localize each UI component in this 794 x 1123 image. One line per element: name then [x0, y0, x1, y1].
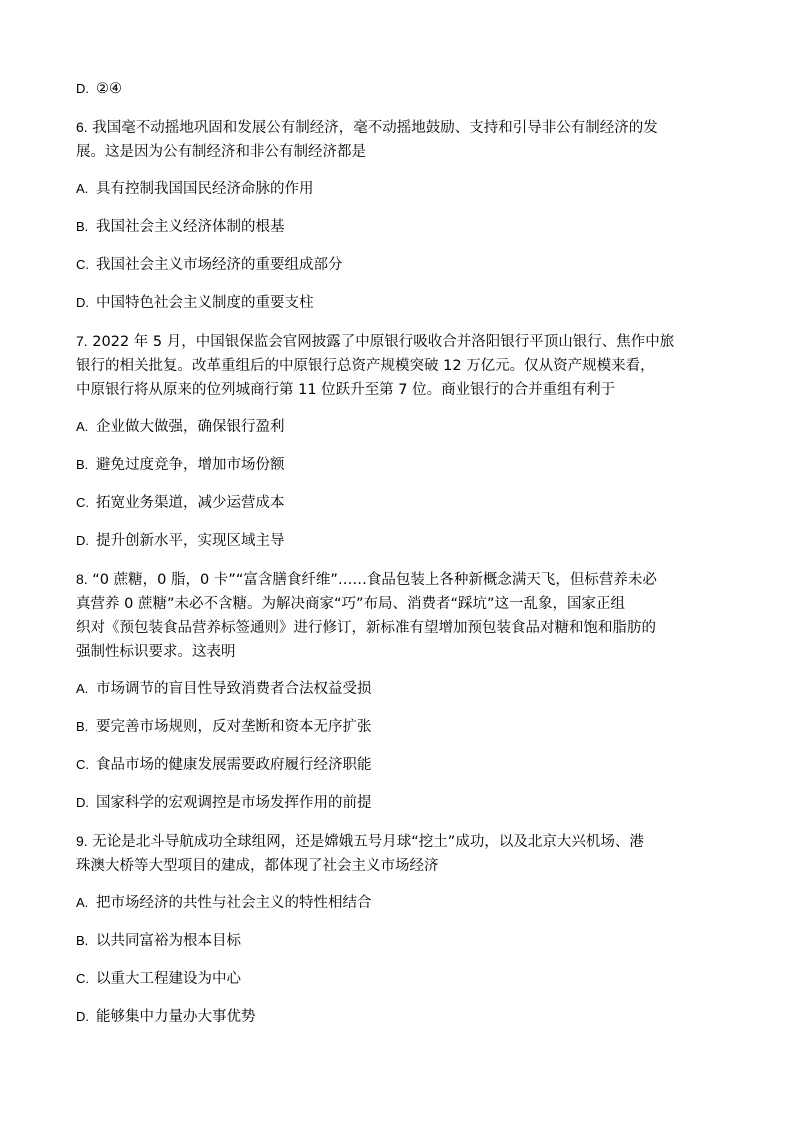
- answer-option: [76, 453, 720, 477]
- question-line: [76, 567, 720, 592]
- option-letter: C.: [76, 257, 89, 272]
- option-text: 要完善市场规则，反对垄断和资本无序扩张: [96, 719, 372, 735]
- option-letter: C.: [76, 495, 89, 510]
- option-text: 把市场经济的共性与社会主义的特性相结合: [96, 895, 372, 911]
- option-text: 避免过度竞争，增加市场份额: [96, 457, 285, 473]
- question-text: 织对《预包装食品营养标签通则》进行修订，新标准有望增加预包装食品对糖和饱和脂肪的: [76, 620, 656, 636]
- answer-option: [76, 491, 720, 515]
- question-text: 展。这是因为公有制经济和非公有制经济都是: [76, 144, 366, 160]
- question-text: “0 蔗糖，0 脂，0 卡”“富含膳食纤维”……食品包装上各种新概念满天飞，但标营养未必: [92, 572, 657, 588]
- option-text: 能够集中力量办大事优势: [96, 1009, 256, 1025]
- question-text: 强制性标识要求。这表明: [76, 644, 236, 660]
- option-text: ②④: [96, 81, 122, 97]
- question-number: 7.: [76, 333, 88, 349]
- option-text: 食品市场的健康发展需要政府履行经济职能: [96, 757, 372, 773]
- answer-option: [76, 177, 720, 201]
- question-stem: [76, 329, 720, 402]
- question-number: 6.: [76, 119, 88, 135]
- answer-option: [76, 929, 720, 953]
- question-stem: [76, 829, 720, 878]
- option-letter: D.: [76, 533, 89, 548]
- option-text: 提升创新水平，实现区域主导: [96, 533, 285, 549]
- option-letter: B.: [76, 457, 89, 472]
- question-text: 银行的相关批复。改革重组后的中原银行总资产规模突破 12 万亿元。仅从资产规模来看，: [76, 358, 655, 374]
- option-letter: D.: [76, 295, 89, 310]
- option-letter: A.: [76, 419, 89, 434]
- question-line: [76, 592, 720, 616]
- option-text: 市场调节的盲目性导致消费者合法权益受损: [96, 681, 372, 697]
- answer-option: [76, 1005, 720, 1029]
- question-text: 中原银行将从原来的位列城商行第 11 位跃升至第 7 位。商业银行的合并重组有利于: [76, 382, 616, 398]
- option-text: 具有控制我国国民经济命脉的作用: [96, 181, 314, 197]
- question-line: [76, 329, 720, 354]
- option-text: 我国社会主义经济体制的根基: [96, 219, 285, 235]
- question-text: 珠澳大桥等大型项目的建成，都体现了社会主义市场经济: [76, 858, 439, 874]
- option-text: 我国社会主义市场经济的重要组成部分: [96, 257, 343, 273]
- option-letter: A.: [76, 181, 89, 196]
- option-letter: D.: [76, 81, 89, 96]
- answer-option: [76, 753, 720, 777]
- question-line: [76, 354, 720, 378]
- option-letter: A.: [76, 681, 89, 696]
- answer-option: [76, 215, 720, 239]
- question-stem: [76, 567, 720, 664]
- option-letter: B.: [76, 933, 89, 948]
- answer-option: [76, 715, 720, 739]
- question-line: [76, 115, 720, 140]
- question-number: 9.: [76, 833, 88, 849]
- answer-option: [76, 529, 720, 553]
- question-line: [76, 616, 720, 640]
- answer-option: [76, 253, 720, 277]
- answer-option: [76, 967, 720, 991]
- question-line: [76, 140, 720, 164]
- question-text: 无论是北斗导航成功全球组网，还是嫦娥五号月球“挖土”成功，以及北京大兴机场、港: [92, 834, 644, 850]
- answer-option: [76, 891, 720, 915]
- question-line: [76, 854, 720, 878]
- question-stem: [76, 115, 720, 164]
- option-text: 国家科学的宏观调控是市场发挥作用的前提: [96, 795, 372, 811]
- answer-option: [76, 77, 720, 101]
- option-letter: D.: [76, 795, 89, 810]
- option-letter: D.: [76, 1009, 89, 1024]
- option-text: 拓宽业务渠道，减少运营成本: [96, 495, 285, 511]
- question-text: 我国毫不动摇地巩固和发展公有制经济，毫不动摇地鼓励、支持和引导非公有制经济的发: [92, 120, 658, 136]
- question-text: 真营养 0 蔗糖”未必不含糖。为解决商家“巧”布局、消费者“踩坑”这一乱象，国家正组: [76, 596, 626, 612]
- question-number: 8.: [76, 571, 88, 587]
- option-letter: B.: [76, 219, 89, 234]
- option-text: 企业做大做强，确保银行盈利: [96, 419, 285, 435]
- answer-option: [76, 291, 720, 315]
- option-text: 以重大工程建设为中心: [96, 971, 241, 987]
- option-letter: B.: [76, 719, 89, 734]
- answer-option: [76, 791, 720, 815]
- answer-option: [76, 677, 720, 701]
- question-text: 2022 年 5 月，中国银保监会官网披露了中原银行吸收合并洛阳银行平顶山银行、焦作中旅: [92, 334, 675, 350]
- question-line: [76, 378, 720, 402]
- option-text: 以共同富裕为根本目标: [96, 933, 241, 949]
- document-page: [76, 77, 720, 1043]
- question-line: [76, 829, 720, 854]
- option-letter: A.: [76, 895, 89, 910]
- option-letter: C.: [76, 757, 89, 772]
- option-text: 中国特色社会主义制度的重要支柱: [96, 295, 314, 311]
- answer-option: [76, 415, 720, 439]
- question-line: [76, 640, 720, 664]
- option-letter: C.: [76, 971, 89, 986]
